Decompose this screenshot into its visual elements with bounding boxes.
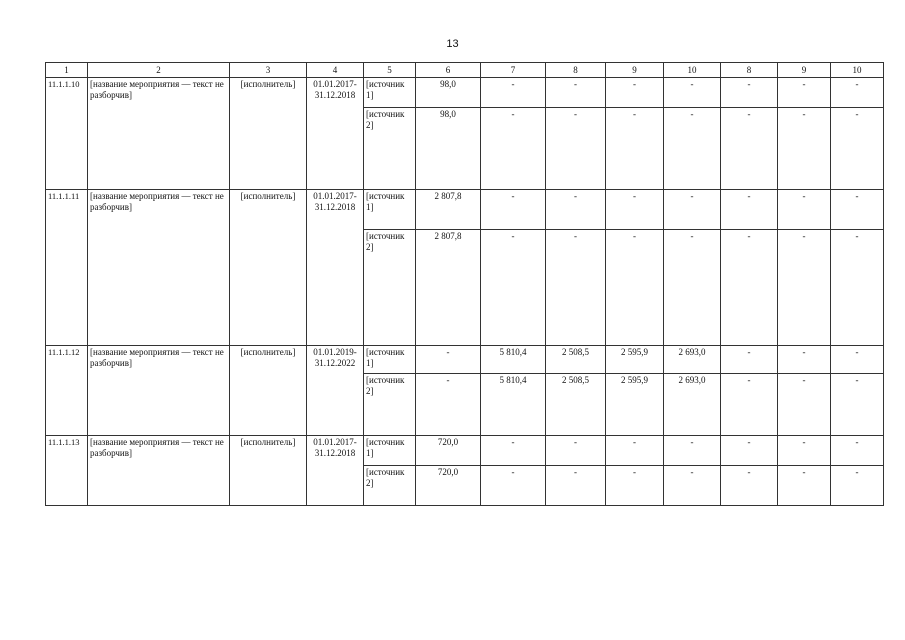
table-row — [46, 436, 884, 466]
amount-cell: - — [664, 190, 721, 230]
amount-cell: - — [481, 78, 546, 108]
amount-cell: - — [546, 230, 606, 346]
amount-cell: - — [546, 466, 606, 506]
item-code: 11.1.1.11 — [46, 190, 88, 346]
amount-cell: - — [664, 230, 721, 346]
column-header: 5 — [364, 63, 416, 78]
funding-source: [источник 1] — [364, 436, 416, 466]
amount-cell: - — [546, 190, 606, 230]
amount-cell: - — [721, 108, 778, 190]
item-name: [название мероприятия — текст не разборчив] — [88, 436, 230, 506]
amount-cell: - — [546, 108, 606, 190]
item-executor: [исполнитель] — [230, 78, 307, 190]
column-header: 9 — [606, 63, 664, 78]
amount-cell: - — [778, 230, 831, 346]
amount-cell: - — [778, 346, 831, 374]
amount-cell: 2 807,8 — [416, 190, 481, 230]
amount-cell: - — [481, 108, 546, 190]
amount-cell: - — [778, 374, 831, 436]
column-header: 8 — [546, 63, 606, 78]
amount-cell: - — [831, 466, 884, 506]
funding-source: [источник 1] — [364, 346, 416, 374]
amount-cell: - — [481, 466, 546, 506]
item-name: [название мероприятия — текст не разборчив] — [88, 190, 230, 346]
amount-cell: - — [721, 374, 778, 436]
amount-cell: - — [831, 436, 884, 466]
table-row — [46, 78, 884, 108]
amount-cell: 2 595,9 — [606, 374, 664, 436]
funding-source: [источник 1] — [364, 78, 416, 108]
amount-cell: - — [831, 230, 884, 346]
amount-cell: - — [416, 346, 481, 374]
amount-cell: - — [778, 108, 831, 190]
funding-source: [источник 2] — [364, 466, 416, 506]
amount-cell: - — [546, 78, 606, 108]
amount-cell: 2 508,5 — [546, 346, 606, 374]
amount-cell: - — [664, 78, 721, 108]
item-name: [название мероприятия — текст не разборчив] — [88, 346, 230, 436]
column-header: 10 — [664, 63, 721, 78]
amount-cell: - — [831, 190, 884, 230]
amount-cell: 2 693,0 — [664, 346, 721, 374]
amount-cell: - — [721, 466, 778, 506]
amount-cell: - — [481, 436, 546, 466]
column-header: 4 — [307, 63, 364, 78]
amount-cell: - — [831, 78, 884, 108]
amount-cell: 720,0 — [416, 436, 481, 466]
amount-cell: 2 693,0 — [664, 374, 721, 436]
amount-cell: 98,0 — [416, 108, 481, 190]
amount-cell: - — [664, 436, 721, 466]
page-number: 13 — [446, 38, 459, 50]
amount-cell: - — [721, 78, 778, 108]
header-row — [46, 63, 884, 78]
table-row — [46, 190, 884, 230]
item-dates: 01.01.2017- 31.12.2018 — [307, 78, 364, 190]
item-executor: [исполнитель] — [230, 436, 307, 506]
amount-cell: 2 807,8 — [416, 230, 481, 346]
amount-cell: - — [481, 230, 546, 346]
amount-cell: 720,0 — [416, 466, 481, 506]
item-code: 11.1.1.13 — [46, 436, 88, 506]
program-table — [45, 62, 884, 506]
column-header: 10 — [831, 63, 884, 78]
item-dates: 01.01.2017- 31.12.2018 — [307, 436, 364, 506]
amount-cell: - — [778, 190, 831, 230]
amount-cell: - — [606, 436, 664, 466]
column-header: 2 — [88, 63, 230, 78]
column-header: 9 — [778, 63, 831, 78]
item-dates: 01.01.2017- 31.12.2018 — [307, 190, 364, 346]
amount-cell: - — [778, 466, 831, 506]
amount-cell: 5 810,4 — [481, 374, 546, 436]
amount-cell: - — [416, 374, 481, 436]
funding-source: [источник 2] — [364, 108, 416, 190]
amount-cell: - — [831, 346, 884, 374]
amount-cell: 2 595,9 — [606, 346, 664, 374]
table-row — [46, 346, 884, 374]
amount-cell: - — [721, 190, 778, 230]
amount-cell: - — [606, 230, 664, 346]
amount-cell: - — [721, 346, 778, 374]
amount-cell: 5 810,4 — [481, 346, 546, 374]
amount-cell: 98,0 — [416, 78, 481, 108]
item-executor: [исполнитель] — [230, 346, 307, 436]
amount-cell: - — [606, 78, 664, 108]
item-executor: [исполнитель] — [230, 190, 307, 346]
column-header: 1 — [46, 63, 88, 78]
amount-cell: - — [606, 108, 664, 190]
amount-cell: - — [721, 230, 778, 346]
amount-cell: - — [721, 436, 778, 466]
column-header: 6 — [416, 63, 481, 78]
amount-cell: - — [481, 190, 546, 230]
item-code: 11.1.1.10 — [46, 78, 88, 190]
amount-cell: - — [831, 108, 884, 190]
item-name: [название мероприятия — текст не разборчив] — [88, 78, 230, 190]
amount-cell: - — [778, 436, 831, 466]
amount-cell: - — [778, 78, 831, 108]
item-dates: 01.01.2019- 31.12.2022 — [307, 346, 364, 436]
funding-source: [источник 2] — [364, 230, 416, 346]
amount-cell: - — [831, 374, 884, 436]
amount-cell: - — [606, 190, 664, 230]
amount-cell: 2 508,5 — [546, 374, 606, 436]
funding-source: [источник 2] — [364, 374, 416, 436]
amount-cell: - — [546, 436, 606, 466]
funding-source: [источник 1] — [364, 190, 416, 230]
amount-cell: - — [606, 466, 664, 506]
amount-cell: - — [664, 108, 721, 190]
column-header: 3 — [230, 63, 307, 78]
item-code: 11.1.1.12 — [46, 346, 88, 436]
column-header: 7 — [481, 63, 546, 78]
amount-cell: - — [664, 466, 721, 506]
column-header: 8 — [721, 63, 778, 78]
